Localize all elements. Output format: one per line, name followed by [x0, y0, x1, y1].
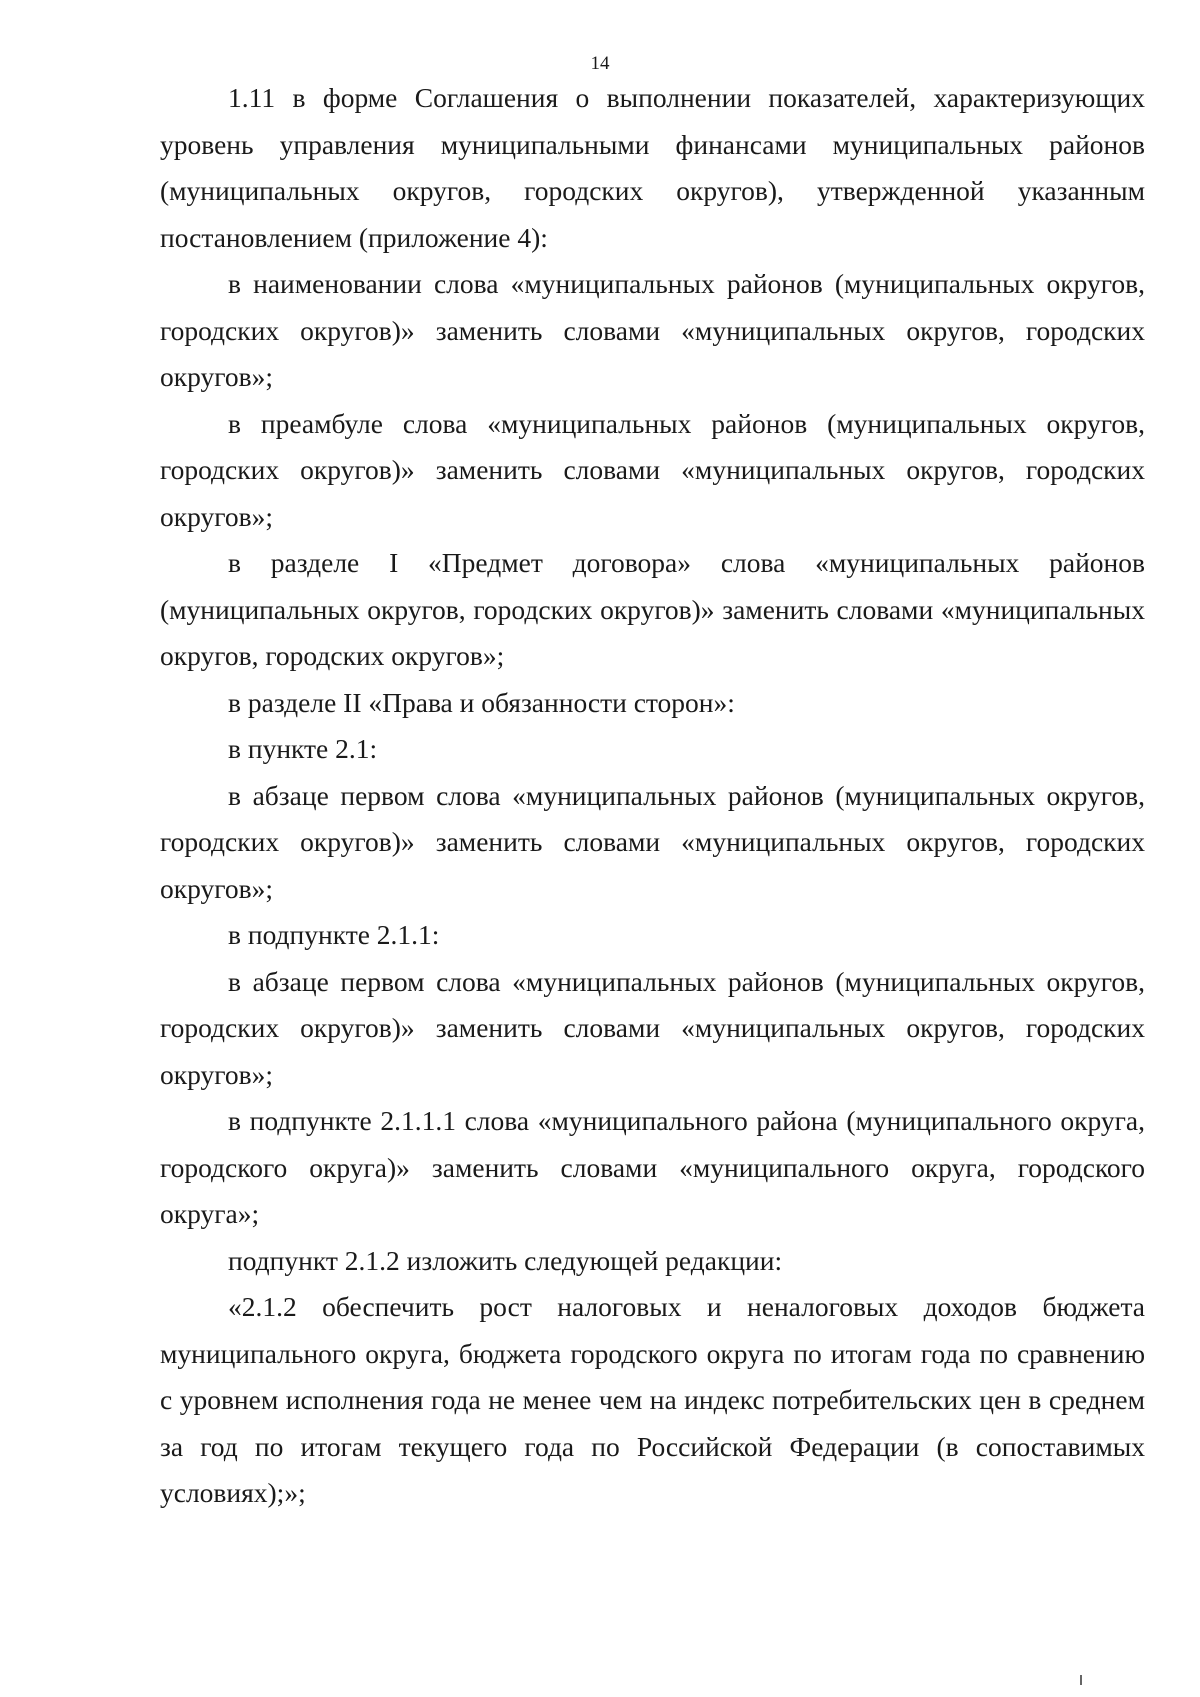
paragraph-subpoint-2-1-1-first-para: в абзаце первом слова «муниципальных районов (муниципальных округов, городских округов)» заменить словами «муниципальных округов, городских округов»;	[160, 965, 1145, 1090]
paragraph-title-change: в наименовании слова «муниципальных районов (муниципальных округов, городских округов)» заменить словами «муниципальных округов, городских округов»;	[160, 268, 1145, 392]
paragraph-section-1-change: в разделе I «Предмет договора» слова «муниципальных районов (муниципальных округов, городских округов)» заменить словами «муниципальных округов, городских округов»;	[160, 547, 1145, 671]
paragraph-subpoint-2-1-2-heading: подпункт 2.1.2 изложить следующей редакции:	[228, 1244, 783, 1276]
paragraph-subpoint-2-1-1: в подпункте 2.1.1:	[228, 919, 440, 950]
paragraph-1-11-intro: 1.11 в форме Соглашения о выполнении показателей, характеризующих уровень управления муниципальными финансами муниципальных районов (муниципальных округов, городских округов), утвержденной указанным постановлением (приложение 4):	[160, 82, 1145, 253]
paragraph-section-2-heading: в разделе II «Права и обязанности сторон»:	[228, 686, 735, 718]
page-number: 14	[590, 53, 610, 74]
paragraph-point-2-1-first-para: в абзаце первом слова «муниципальных районов (муниципальных округов, городских округов)» заменить словами «муниципальных округов, городских округов»;	[160, 779, 1145, 904]
document-body	[160, 75, 1145, 1517]
paragraph-preamble-change: в преамбуле слова «муниципальных районов (муниципальных округов, городских округов)» заменить словами «муниципальных округов, городских округов»;	[160, 407, 1145, 532]
paragraph-point-2-1: в пункте 2.1:	[228, 733, 378, 764]
scan-mark	[1080, 1675, 1082, 1685]
paragraph-subpoint-2-1-1-1: в подпункте 2.1.1.1 слова «муниципального района (муниципального округа, городского округа)» заменить словами «муниципального округа, городского округа»;	[160, 1105, 1145, 1229]
paragraph-subpoint-2-1-2-text: «2.1.2 обеспечить рост налоговых и неналоговых доходов бюджета муниципального округа, бюджета городского округа по итогам года по сравнению с уровнем исполнения года не менее чем на индекс потребительских цен в среднем за год по итогам текущего года по Российской Федерации (в сопоставимых условиях);»;	[160, 1291, 1145, 1508]
